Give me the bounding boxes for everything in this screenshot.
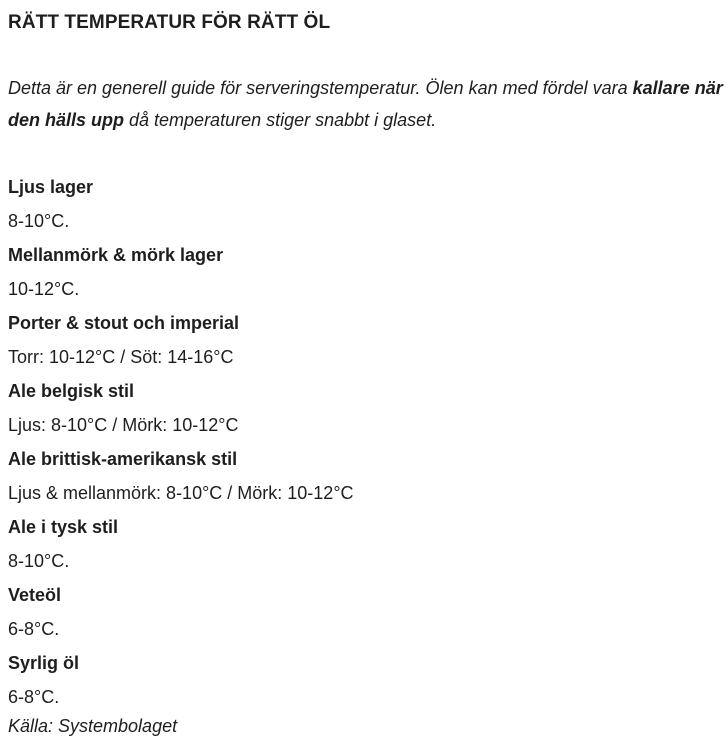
intro-paragraph <box>8 72 724 136</box>
intro-text-end: då temperaturen stiger snabbt i glaset. <box>124 110 437 130</box>
list-item <box>8 444 354 512</box>
beer-style-name: Ljus lager <box>8 177 94 197</box>
beer-style-name: Porter & stout och imperial <box>8 313 240 333</box>
beer-style-name: Ale belgisk stil <box>8 381 135 401</box>
list-item <box>8 240 354 308</box>
serving-temperature: 8-10°C. <box>8 551 70 571</box>
list-item <box>8 172 354 240</box>
beer-style-name: Ale i tysk stil <box>8 517 119 537</box>
source-credit: Källa: Systembolaget <box>8 716 178 736</box>
serving-temperature: 6-8°C. <box>8 619 60 639</box>
serving-temperature: Torr: 10-12°C / Söt: 14-16°C <box>8 347 234 367</box>
beer-style-name: Mellanmörk & mörk lager <box>8 245 224 265</box>
beer-style-name: Veteöl <box>8 585 62 605</box>
serving-temperature: 10-12°C. <box>8 279 80 299</box>
intro-emphasis: kallare när den hälls upp <box>8 78 723 130</box>
beer-style-name: Syrlig öl <box>8 653 80 673</box>
list-item <box>8 648 354 716</box>
intro-text: Detta är en generell guide för serveringstemperatur. Ölen kan med fördel vara <box>8 78 633 98</box>
serving-temperature: 6-8°C. <box>8 687 60 707</box>
serving-temperature: 8-10°C. <box>8 211 70 231</box>
page-title: RÄTT TEMPERATUR FÖR RÄTT ÖL <box>8 12 331 33</box>
beer-style-name: Ale brittisk-amerikansk stil <box>8 449 238 469</box>
list-item <box>8 580 354 648</box>
list-item <box>8 376 354 444</box>
serving-temperature: Ljus & mellanmörk: 8-10°C / Mörk: 10-12°C <box>8 483 354 503</box>
list-item <box>8 308 354 376</box>
temperature-list <box>8 172 354 716</box>
list-item <box>8 512 354 580</box>
serving-temperature: Ljus: 8-10°C / Mörk: 10-12°C <box>8 415 239 435</box>
